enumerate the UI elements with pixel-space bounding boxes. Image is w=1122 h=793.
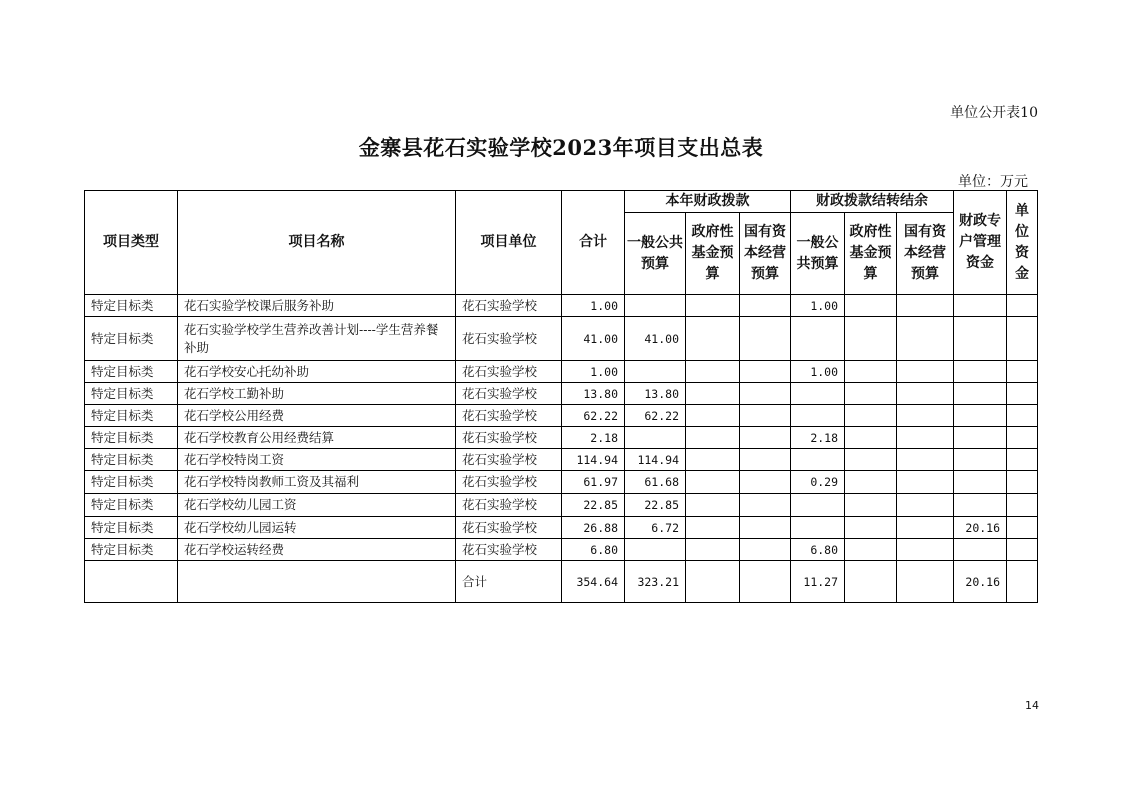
cell-gen: 41.00 — [625, 317, 686, 361]
table-body — [85, 295, 1038, 603]
cell-special — [954, 405, 1007, 427]
cell-type: 特定目标类 — [85, 517, 178, 539]
cell-total: 2.18 — [562, 427, 625, 449]
cell-name: 花石学校特岗教师工资及其福利 — [178, 471, 456, 494]
cell-cgen: 2.18 — [791, 427, 845, 449]
cell-unitf — [1007, 427, 1038, 449]
cell-gov — [686, 427, 740, 449]
table-row — [85, 517, 1038, 539]
cell-cgov — [845, 517, 897, 539]
cell-total: 26.88 — [562, 517, 625, 539]
cell-gen: 61.68 — [625, 471, 686, 494]
cell-cgov — [845, 361, 897, 383]
cell-total: 354.64 — [562, 561, 625, 603]
cell-special — [954, 494, 1007, 517]
cell-special — [954, 471, 1007, 494]
cell-ccap — [897, 539, 954, 561]
cell-gen: 6.72 — [625, 517, 686, 539]
table-row — [85, 361, 1038, 383]
cell-dept: 花石实验学校 — [456, 494, 562, 517]
header-gen-budget: 一般公共预算 — [625, 213, 686, 295]
page-title: 金寨县花石实验学校2023年项目支出总表 — [358, 135, 764, 160]
cell-gov — [686, 405, 740, 427]
cell-cgov — [845, 295, 897, 317]
cell-total: 6.80 — [562, 539, 625, 561]
cell-name: 花石实验学校课后服务补助 — [178, 295, 456, 317]
cell-name: 花石学校公用经费 — [178, 405, 456, 427]
cell-dept: 花石实验学校 — [456, 471, 562, 494]
cell-ccap — [897, 295, 954, 317]
cell-cgen — [791, 317, 845, 361]
form-number: 单位公开表10 — [950, 105, 1038, 121]
cell-ccap — [897, 317, 954, 361]
cell-total: 1.00 — [562, 295, 625, 317]
cell-cap — [740, 561, 791, 603]
cell-type: 特定目标类 — [85, 449, 178, 471]
header-carry-gen-budget: 一般公共预算 — [791, 213, 845, 295]
cell-gov — [686, 449, 740, 471]
project-expenditure-table — [84, 190, 1038, 603]
cell-unitf — [1007, 471, 1038, 494]
cell-dept: 花石实验学校 — [456, 539, 562, 561]
cell-cgov — [845, 539, 897, 561]
cell-gen: 13.80 — [625, 383, 686, 405]
cell-total: 41.00 — [562, 317, 625, 361]
cell-cgov — [845, 317, 897, 361]
cell-ccap — [897, 471, 954, 494]
cell-gov — [686, 361, 740, 383]
cell-dept: 花石实验学校 — [456, 427, 562, 449]
cell-ccap — [897, 561, 954, 603]
header-carry-state-cap: 国有资本经营预算 — [897, 213, 954, 295]
cell-unitf — [1007, 405, 1038, 427]
cell-ccap — [897, 517, 954, 539]
cell-cap — [740, 427, 791, 449]
cell-total: 22.85 — [562, 494, 625, 517]
cell-special — [954, 449, 1007, 471]
cell-special — [954, 361, 1007, 383]
unit-label: 单位：万元 — [958, 174, 1028, 190]
cell-cap — [740, 471, 791, 494]
cell-cgov — [845, 471, 897, 494]
page-number: 14 — [1025, 699, 1039, 712]
cell-total: 62.22 — [562, 405, 625, 427]
cell-gov — [686, 517, 740, 539]
cell-gen — [625, 361, 686, 383]
cell-gen: 323.21 — [625, 561, 686, 603]
cell-cgen — [791, 494, 845, 517]
cell-type — [85, 561, 178, 603]
cell-cap — [740, 517, 791, 539]
cell-type: 特定目标类 — [85, 427, 178, 449]
cell-name: 花石学校运转经费 — [178, 539, 456, 561]
cell-name: 花石学校教育公用经费结算 — [178, 427, 456, 449]
table-row — [85, 449, 1038, 471]
cell-gov — [686, 295, 740, 317]
cell-unitf — [1007, 494, 1038, 517]
cell-type: 特定目标类 — [85, 494, 178, 517]
cell-special — [954, 427, 1007, 449]
cell-cgen — [791, 517, 845, 539]
cell-dept: 花石实验学校 — [456, 517, 562, 539]
cell-unitf — [1007, 539, 1038, 561]
table-row — [85, 471, 1038, 494]
cell-name: 花石学校工勤补助 — [178, 383, 456, 405]
cell-dept: 合计 — [456, 561, 562, 603]
cell-cgen: 11.27 — [791, 561, 845, 603]
cell-cap — [740, 295, 791, 317]
cell-cap — [740, 405, 791, 427]
table-row — [85, 494, 1038, 517]
header-unit-fund: 单位资金 — [1007, 191, 1038, 295]
header-special: 财政专户管理资金 — [954, 191, 1007, 295]
cell-cgen: 6.80 — [791, 539, 845, 561]
cell-gen — [625, 295, 686, 317]
cell-name: 花石学校特岗工资 — [178, 449, 456, 471]
cell-dept: 花石实验学校 — [456, 383, 562, 405]
table-row — [85, 405, 1038, 427]
cell-type: 特定目标类 — [85, 383, 178, 405]
cell-cgov — [845, 561, 897, 603]
header-dept: 项目单位 — [456, 191, 562, 295]
cell-dept: 花石实验学校 — [456, 317, 562, 361]
cell-special — [954, 295, 1007, 317]
cell-cgen — [791, 405, 845, 427]
cell-special: 20.16 — [954, 517, 1007, 539]
cell-total: 13.80 — [562, 383, 625, 405]
table-row — [85, 295, 1038, 317]
cell-gov — [686, 317, 740, 361]
cell-gen: 62.22 — [625, 405, 686, 427]
cell-cgen: 0.29 — [791, 471, 845, 494]
header-state-cap: 国有资本经营预算 — [740, 213, 791, 295]
total-row — [85, 561, 1038, 603]
cell-cap — [740, 539, 791, 561]
cell-cgen: 1.00 — [791, 295, 845, 317]
cell-ccap — [897, 405, 954, 427]
cell-type: 特定目标类 — [85, 361, 178, 383]
cell-cgov — [845, 494, 897, 517]
cell-gen: 114.94 — [625, 449, 686, 471]
cell-name: 花石学校幼儿园运转 — [178, 517, 456, 539]
cell-special: 20.16 — [954, 561, 1007, 603]
cell-cgov — [845, 449, 897, 471]
cell-cap — [740, 494, 791, 517]
cell-unitf — [1007, 383, 1038, 405]
cell-cap — [740, 317, 791, 361]
cell-type: 特定目标类 — [85, 539, 178, 561]
cell-dept: 花石实验学校 — [456, 361, 562, 383]
cell-gov — [686, 561, 740, 603]
cell-special — [954, 383, 1007, 405]
header-group-carry: 财政拨款结转结余 — [791, 191, 954, 213]
table-header — [85, 191, 1038, 295]
cell-gen — [625, 427, 686, 449]
cell-unitf — [1007, 517, 1038, 539]
cell-cgov — [845, 405, 897, 427]
cell-ccap — [897, 427, 954, 449]
cell-type: 特定目标类 — [85, 405, 178, 427]
cell-unitf — [1007, 295, 1038, 317]
header-type: 项目类型 — [85, 191, 178, 295]
cell-dept: 花石实验学校 — [456, 295, 562, 317]
cell-ccap — [897, 494, 954, 517]
header-name: 项目名称 — [178, 191, 456, 295]
cell-cgov — [845, 383, 897, 405]
cell-special — [954, 539, 1007, 561]
cell-ccap — [897, 361, 954, 383]
header-total: 合计 — [562, 191, 625, 295]
cell-gov — [686, 471, 740, 494]
cell-unitf — [1007, 317, 1038, 361]
cell-name — [178, 561, 456, 603]
cell-unitf — [1007, 361, 1038, 383]
cell-gen: 22.85 — [625, 494, 686, 517]
cell-special — [954, 317, 1007, 361]
header-group-current: 本年财政拨款 — [625, 191, 791, 213]
cell-cap — [740, 383, 791, 405]
table-row — [85, 317, 1038, 361]
cell-dept: 花石实验学校 — [456, 449, 562, 471]
cell-type: 特定目标类 — [85, 295, 178, 317]
cell-dept: 花石实验学校 — [456, 405, 562, 427]
cell-total: 1.00 — [562, 361, 625, 383]
header-gov-fund: 政府性基金预算 — [686, 213, 740, 295]
cell-name: 花石学校幼儿园工资 — [178, 494, 456, 517]
cell-gen — [625, 539, 686, 561]
cell-cgov — [845, 427, 897, 449]
cell-total: 114.94 — [562, 449, 625, 471]
cell-type: 特定目标类 — [85, 471, 178, 494]
cell-gov — [686, 539, 740, 561]
table-row — [85, 539, 1038, 561]
cell-cgen — [791, 383, 845, 405]
table-row — [85, 427, 1038, 449]
header-carry-gov-fund: 政府性基金预算 — [845, 213, 897, 295]
cell-unitf — [1007, 561, 1038, 603]
cell-cap — [740, 361, 791, 383]
cell-type: 特定目标类 — [85, 317, 178, 361]
cell-cgen — [791, 449, 845, 471]
cell-name: 花石学校安心托幼补助 — [178, 361, 456, 383]
cell-gov — [686, 494, 740, 517]
table-row — [85, 383, 1038, 405]
cell-gov — [686, 383, 740, 405]
cell-cap — [740, 449, 791, 471]
cell-name: 花石实验学校学生营养改善计划----学生营养餐补助 — [178, 317, 456, 361]
cell-ccap — [897, 383, 954, 405]
cell-total: 61.97 — [562, 471, 625, 494]
cell-cgen: 1.00 — [791, 361, 845, 383]
cell-ccap — [897, 449, 954, 471]
cell-unitf — [1007, 449, 1038, 471]
